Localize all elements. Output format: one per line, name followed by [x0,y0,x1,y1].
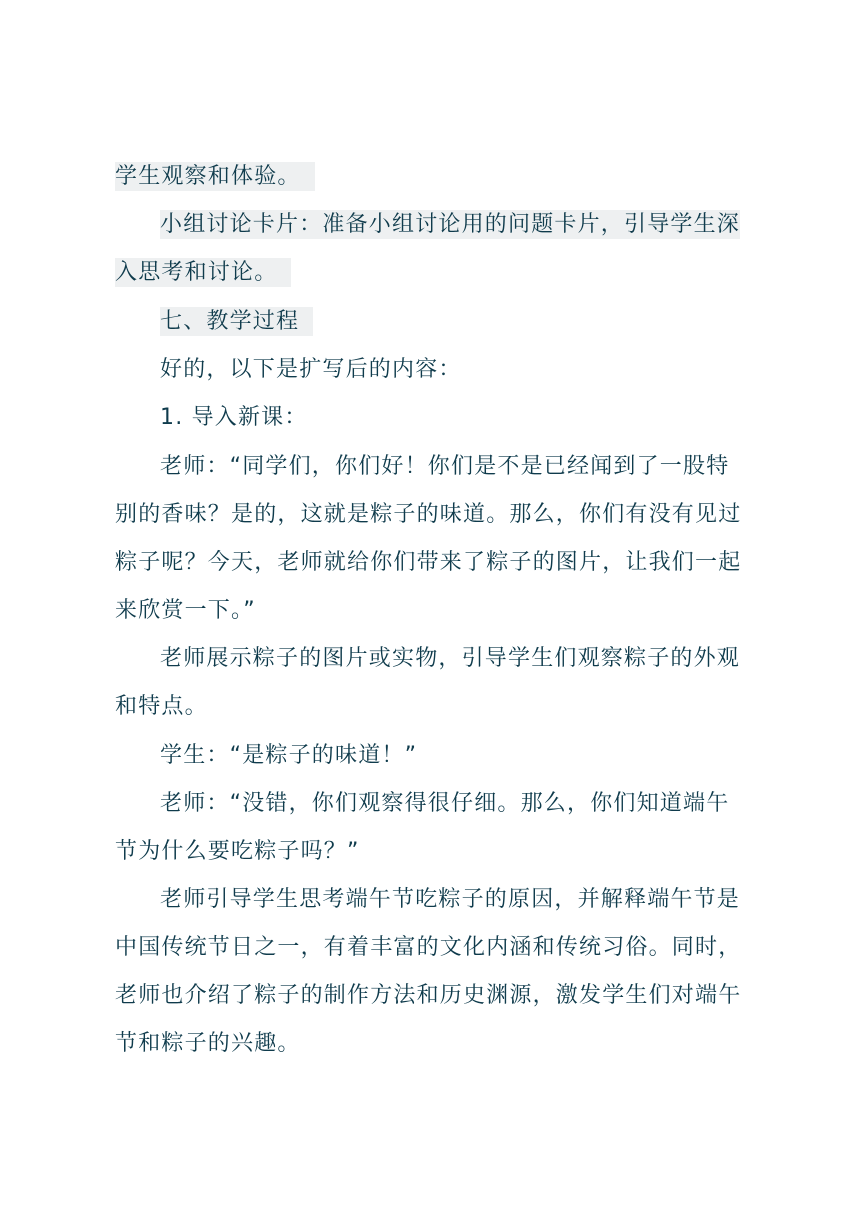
paragraph-line: 学生：“是粽子的味道！” [160,743,418,768]
paragraph-line: 来欣赏一下。” [115,598,256,623]
paragraph-line: 老师展示粽子的图片或实物，引导学生们观察粽子的外观 [160,646,741,671]
paragraph-line: 老师引导学生思考端午节吃粽子的原因，并解释端午节是 [160,887,741,912]
paragraph-line: 老师：“同学们，你们好！你们是不是已经闻到了一股特 [160,454,730,479]
paragraph-line: 老师：“没错，你们观察得很仔细。那么，你们知道端午 [160,791,730,816]
paragraph-line: 别的香味？是的，这就是粽子的味道。那么，你们有没有见过 [115,502,742,527]
highlighted-text: 小组讨论卡片：准备小组讨论用的问题卡片，引导学生深 [160,212,741,237]
paragraph-line: 节为什么要吃粽子吗？” [115,839,360,864]
highlighted-text: 七、教学过程 [160,307,313,336]
highlighted-text: 学生观察和体验。 [115,162,315,191]
highlighted-text: 入思考和讨论。 [115,258,291,287]
paragraph-line: 粽子呢？今天，老师就给你们带来了粽子的图片，让我们一起 [115,550,742,575]
paragraph-line: 老师也介绍了粽子的制作方法和历史渊源，激发学生们对端午 [115,983,742,1008]
section-heading [160,307,745,337]
discussion-card-line [115,258,745,288]
step-heading: 1. 导入新课： [160,405,308,430]
paragraph-line: 节和粽子的兴趣。 [115,1031,301,1056]
paragraph-line: 和特点。 [115,694,208,719]
discussion-card-line [160,210,745,240]
intro-line: 好的，以下是扩写后的内容： [160,357,462,382]
materials-line [115,162,745,192]
paragraph-line: 中国传统节日之一，有着丰富的文化内涵和传统习俗。同时， [115,935,742,960]
